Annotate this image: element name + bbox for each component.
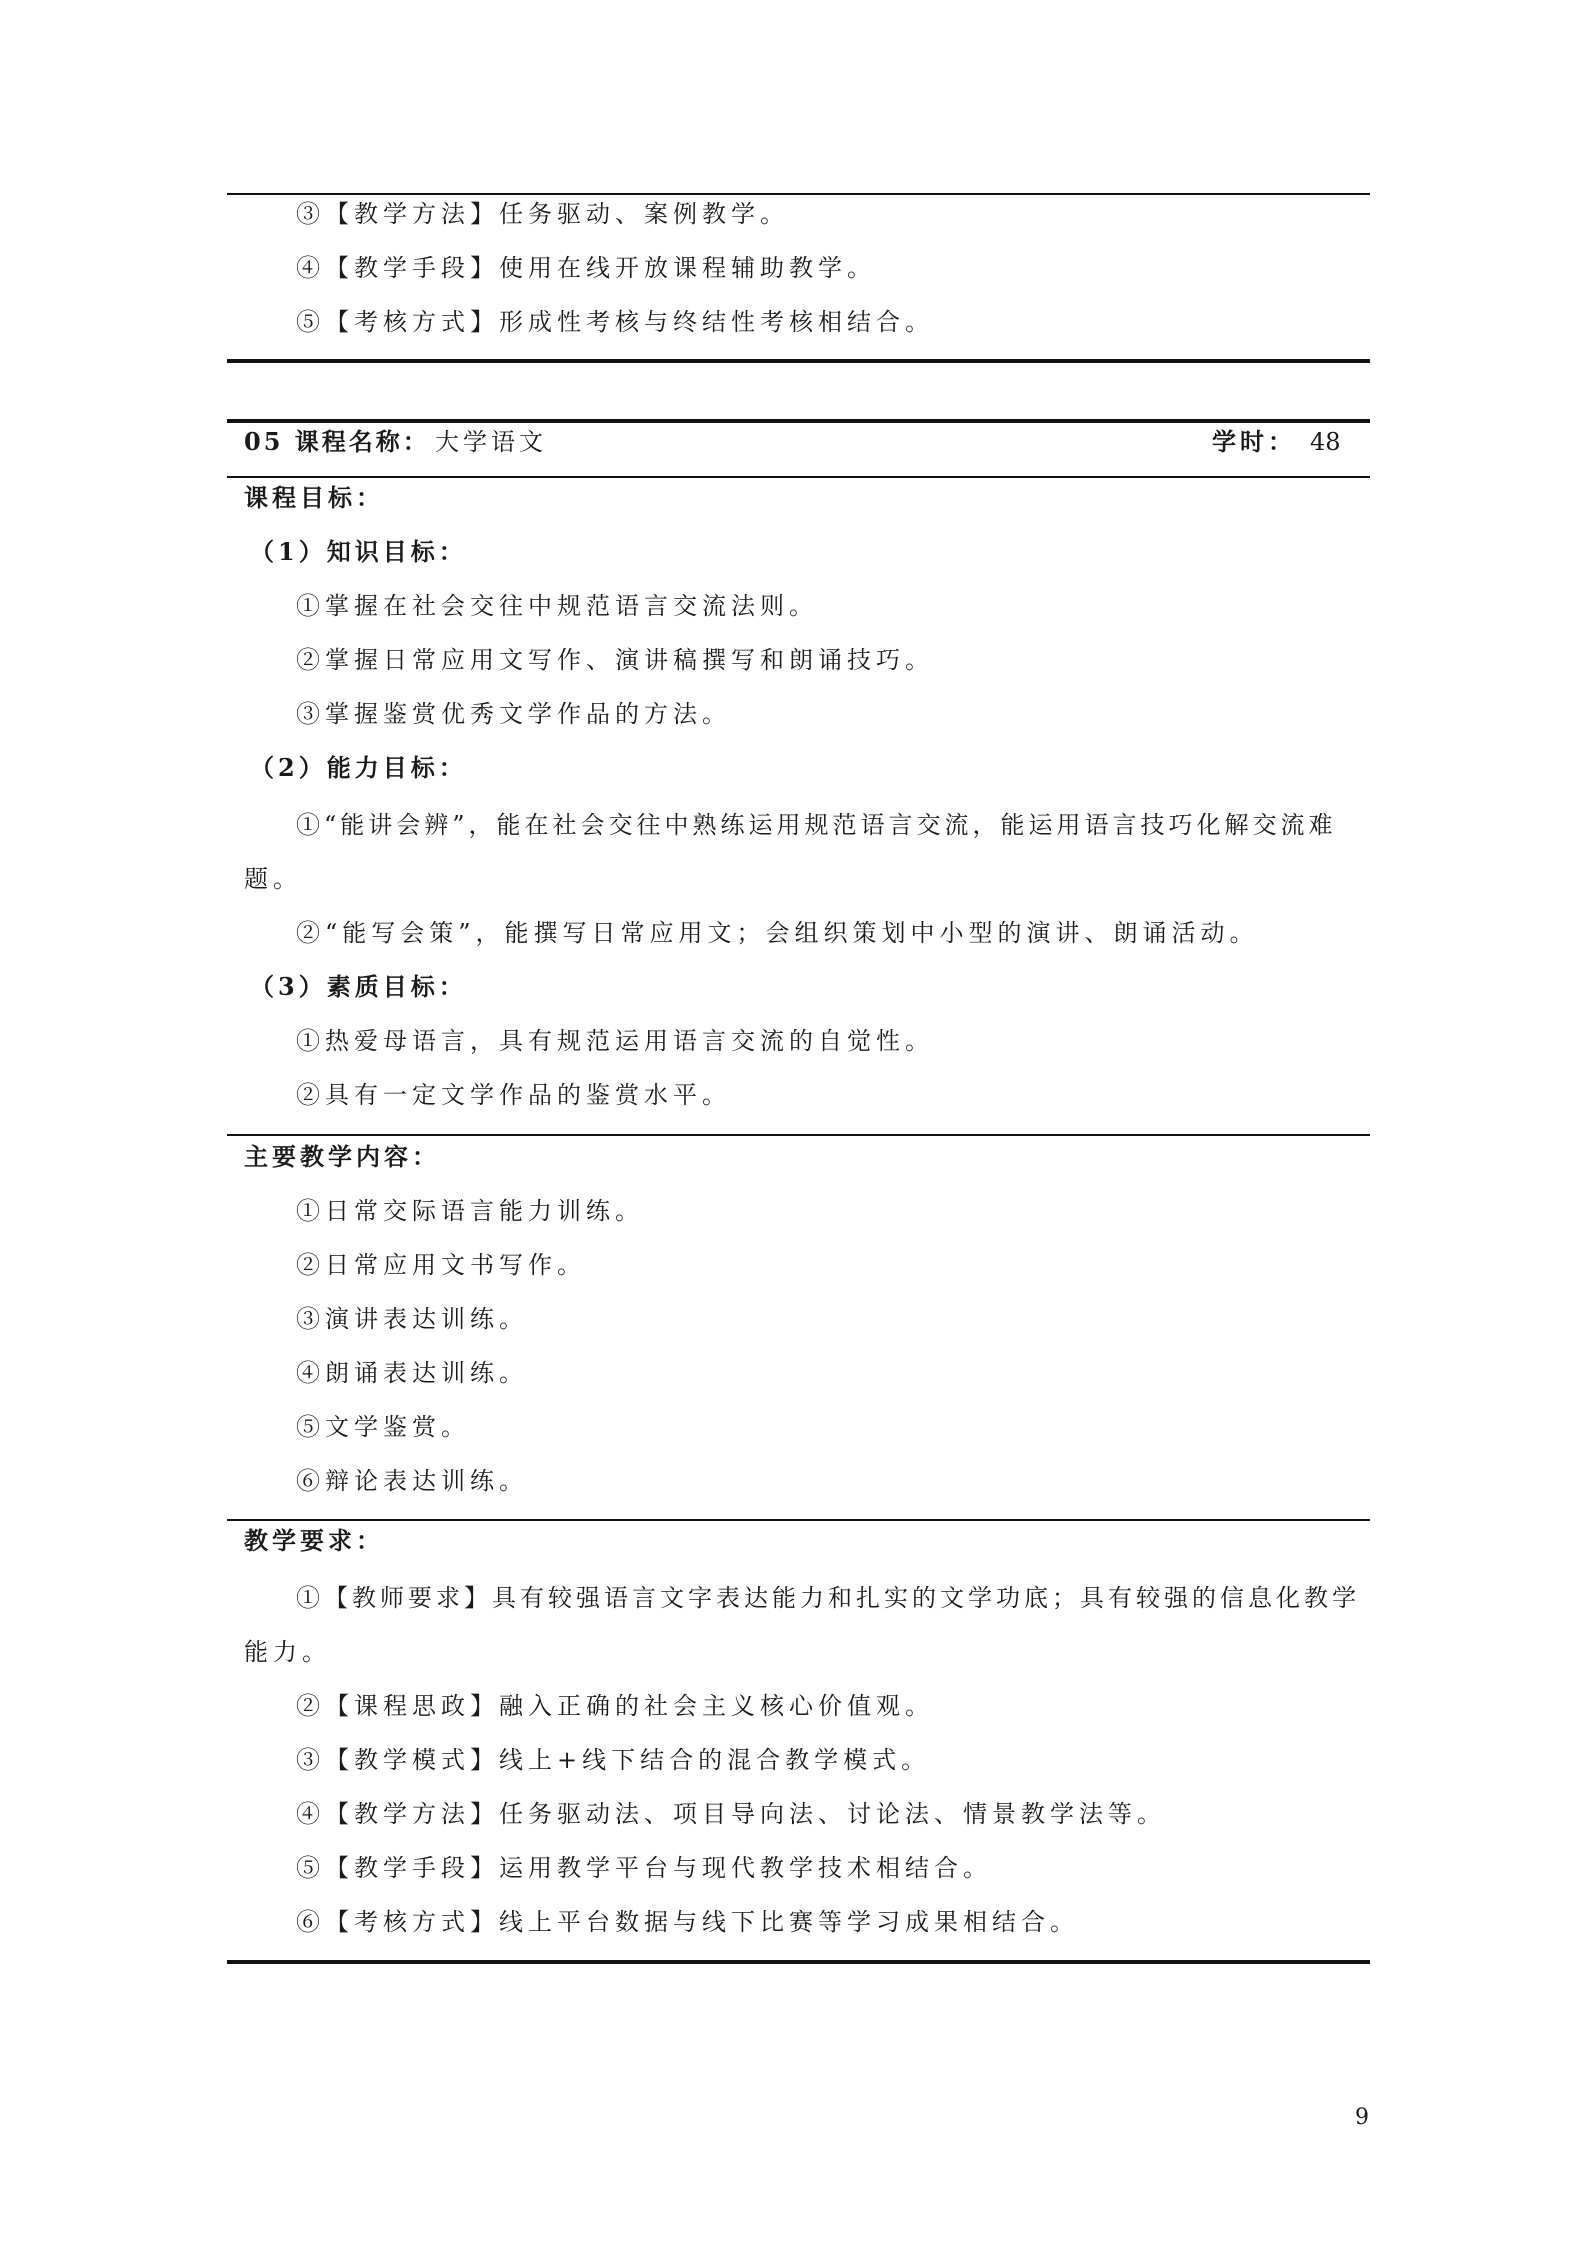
content-heading: 主要教学内容： <box>244 1142 440 1171</box>
knowledge-goal-item: ②掌握日常应用文写作、演讲稿撰写和朗诵技巧。 <box>296 646 934 674</box>
course-name-label: 05 课程名称： <box>244 427 430 456</box>
content-item: ④朗诵表达训练。 <box>296 1359 528 1387</box>
course-table-top-rule <box>227 419 1370 423</box>
quality-goal-item: ①热爱母语言，具有规范运用语言交流的自觉性。 <box>296 1027 934 1055</box>
page-number: 9 <box>1355 2105 1369 2130</box>
ability-goal-item: ①“能讲会辨”，能在社会交往中熟练运用规范语言交流，能运用语言技巧化解交流难 <box>296 811 1337 839</box>
requirement-item: ①【教师要求】具有较强语言文字表达能力和扎实的文学功底；具有较强的信息化教学 <box>296 1584 1360 1612</box>
prev-item-teaching-means: ④【教学手段】使用在线开放课程辅助教学。 <box>296 254 876 282</box>
section-bottom-rule <box>227 359 1370 363</box>
content-bottom-rule <box>227 1519 1370 1521</box>
requirement-item: ④【教学方法】任务驱动法、项目导向法、讨论法、情景教学法等。 <box>296 1800 1166 1828</box>
requirement-item-continuation: 能力。 <box>244 1638 331 1666</box>
knowledge-goal-item: ①掌握在社会交往中规范语言交流法则。 <box>296 592 818 620</box>
requirement-item: ⑥【考核方式】线上平台数据与线下比赛等学习成果相结合。 <box>296 1908 1079 1936</box>
course-header-rule <box>227 476 1370 478</box>
quality-goals-heading: （3）素质目标： <box>250 972 467 1001</box>
knowledge-goals-heading: （1）知识目标： <box>250 537 467 566</box>
quality-goal-item: ②具有一定文学作品的鉴赏水平。 <box>296 1081 731 1109</box>
prev-item-assessment: ⑤【考核方式】形成性考核与终结性考核相结合。 <box>296 308 934 336</box>
content-item: ⑥辩论表达训练。 <box>296 1467 528 1495</box>
content-item: ②日常应用文书写作。 <box>296 1251 586 1279</box>
requirement-item: ③【教学模式】线上+线下结合的混合教学模式。 <box>296 1746 931 1774</box>
requirement-item: ⑤【教学手段】运用教学平台与现代教学技术相结合。 <box>296 1854 992 1882</box>
ability-goal-item-continuation: 题。 <box>244 865 302 893</box>
requirements-heading: 教学要求： <box>244 1526 384 1555</box>
requirement-item: ②【课程思政】融入正确的社会主义核心价值观。 <box>296 1692 934 1720</box>
ability-goal-item: ②“能写会策”，能撰写日常应用文；会组织策划中小型的演讲、朗诵活动。 <box>296 919 1259 947</box>
section-top-rule <box>227 193 1370 195</box>
goals-bottom-rule <box>227 1134 1370 1136</box>
knowledge-goal-item: ③掌握鉴赏优秀文学作品的方法。 <box>296 700 731 728</box>
content-item: ①日常交际语言能力训练。 <box>296 1197 644 1225</box>
goals-heading: 课程目标： <box>244 483 384 512</box>
course-hours-value: 48 <box>1310 428 1341 456</box>
course-table-bottom-rule <box>227 1960 1370 1964</box>
course-name: 大学语文 <box>435 428 547 456</box>
course-hours-label: 学时： <box>1212 427 1296 456</box>
prev-item-teaching-method: ③【教学方法】任务驱动、案例教学。 <box>296 200 789 228</box>
ability-goals-heading: （2）能力目标： <box>250 753 467 782</box>
content-item: ⑤文学鉴赏。 <box>296 1413 470 1441</box>
content-item: ③演讲表达训练。 <box>296 1305 528 1333</box>
